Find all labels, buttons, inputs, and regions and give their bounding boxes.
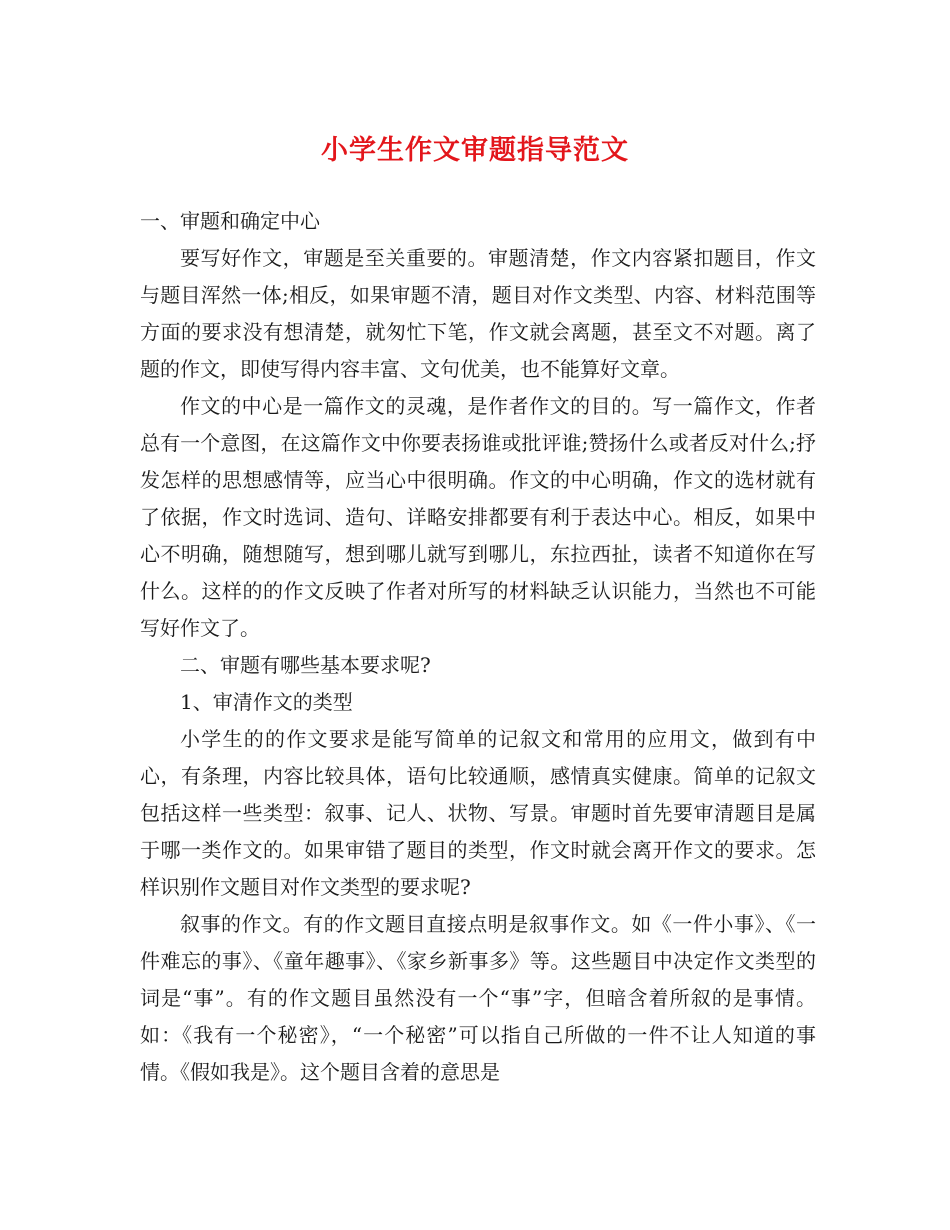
- section-heading: 一、审题和确定中心: [140, 209, 320, 233]
- document-title: 小学生作文审题指导范文: [321, 135, 629, 166]
- document-body: [140, 203, 816, 1091]
- body-paragraph: 要写好作文，审题是至关重要的。审题清楚，作文内容紧扣题目，作文与题目浑然一体;相反，如果审题不清，题目对作文类型、内容、材料范围等方面的要求没有想清楚，就匆忙下笔，作文就会离题，甚至文不对题。离了题的作文，即使写得内容丰富、文句优美，也不能算好文章。: [140, 246, 816, 381]
- body-paragraph: 小学生的的作文要求是能写简单的记叙文和常用的应用文，做到有中心，有条理，内容比较具体，语句比较通顺，感情真实健康。简单的记叙文包括这样一些类型：叙事、记人、状物、写景。审题时首先要审清题目是属于哪一类作文的。如果审错了题目的类型，作文时就会离开作文的要求。怎样识别作文题目对作文类型的要求呢?: [140, 727, 816, 899]
- body-paragraph: 作文的中心是一篇作文的灵魂，是作者作文的目的。写一篇作文，作者总有一个意图，在这篇作文中你要表扬谁或批评谁;赞扬什么或者反对什么;抒发怎样的思想感情等，应当心中很明确。作文的中心明确，作文的选材就有了依据，作文时选词、造句、详略安排都要有利于表达中心。相反，如果中心不明确，随想随写，想到哪儿就写到哪儿，东拉西扯，读者不知道你在写什么。这样的的作文反映了作者对所写的材料缺乏认识能力，当然也不可能写好作文了。: [140, 394, 816, 640]
- subsection-heading: 1、审清作文的类型: [180, 690, 353, 714]
- section-heading: 二、审题有哪些基本要求呢?: [180, 653, 431, 677]
- body-paragraph: 叙事的作文。有的作文题目直接点明是叙事作文。如《一件小事》、《一件难忘的事》、《童年趣事》、《家乡新事多》等。这些题目中决定作文类型的词是“事”。有的作文题目虽然没有一个“事”字，但暗含着所叙的是事情。如：《我有一个秘密》，“一个秘密”可以指自己所做的一件不让人知道的事情。《假如我是》。这个题目含着的意思是: [140, 912, 816, 1084]
